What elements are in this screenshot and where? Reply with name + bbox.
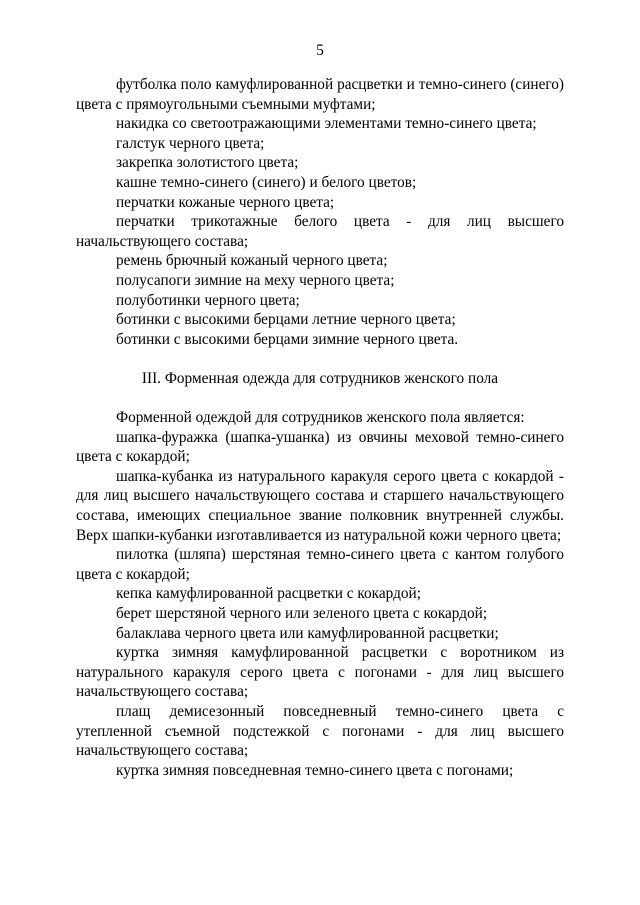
spacer: [76, 349, 564, 369]
list-item: ремень брючный кожаный черного цвета;: [116, 252, 388, 270]
list-item: полуботинки черного цвета;: [116, 291, 300, 309]
list-item: пилотка (шляпа) шерстяная темно-синего цвета с кантом голубого цвета с кокардой;: [76, 546, 564, 583]
list-item: шапка-фуражка (шапка-ушанка) из овчины меховой темно-синего цвета с кокардой;: [76, 428, 564, 466]
list-item: кашне темно-синего (синего) и белого цветов;: [116, 173, 417, 191]
list-item: куртка зимняя повседневная темно-синего цвета с погонами;: [116, 761, 514, 779]
list-item: плащ демисезонный повседневный темно-синего цвета с утепленной съемной подстежкой с погонами - для лиц высшего начальствующего состава;: [76, 703, 564, 760]
spacer: [76, 389, 564, 409]
page-number: 5: [316, 42, 324, 59]
list-item: берет шерстяной черного или зеленого цвета с кокардой;: [116, 605, 488, 623]
list-item: футболка поло камуфлированной расцветки и темно-синего (синего) цвета с прямоугольными съемными муфтами;: [76, 76, 564, 113]
list-item: куртка зимняя камуфлированной расцветки с воротником из натурального каракуля серого цвета с погонами - для лиц высшего начальствующего состава;: [76, 644, 564, 701]
list-item: перчатки трикотажные белого цвета - для лиц высшего начальствующего состава;: [76, 213, 564, 250]
list-item: шапка-кубанка из натурального каракуля серого цвета с кокардой - для лиц высшего начальствующего состава и старшего начальствующего состава, имеющих специальное звание полковник внутренней службы. Верх шапки-кубанки изготавливается из натуральной кожи черного цвета;: [76, 467, 564, 544]
list-item: галстук черного цвета;: [116, 134, 265, 152]
list-item: ботинки с высокими берцами зимние черного цвета.: [116, 330, 459, 348]
list-item: кепка камуфлированной расцветки с кокардой;: [116, 585, 421, 603]
document-body: [76, 75, 564, 780]
list-item: накидка со светоотражающими элементами темно-синего цвета;: [116, 115, 537, 133]
list-item: ботинки с высокими берцами летние черного цвета;: [116, 311, 456, 329]
list-item: полусапоги зимние на меху черного цвета;: [116, 271, 395, 289]
list-item: перчатки кожаные черного цвета;: [116, 193, 335, 211]
list-item: балаклава черного цвета или камуфлированной расцветки;: [116, 624, 499, 642]
section-intro: Форменной одеждой для сотрудников женского пола является:: [116, 409, 525, 427]
section-heading: III. Форменная одежда для сотрудников женского пола: [141, 369, 499, 387]
list-item: закрепка золотистого цвета;: [116, 154, 299, 172]
